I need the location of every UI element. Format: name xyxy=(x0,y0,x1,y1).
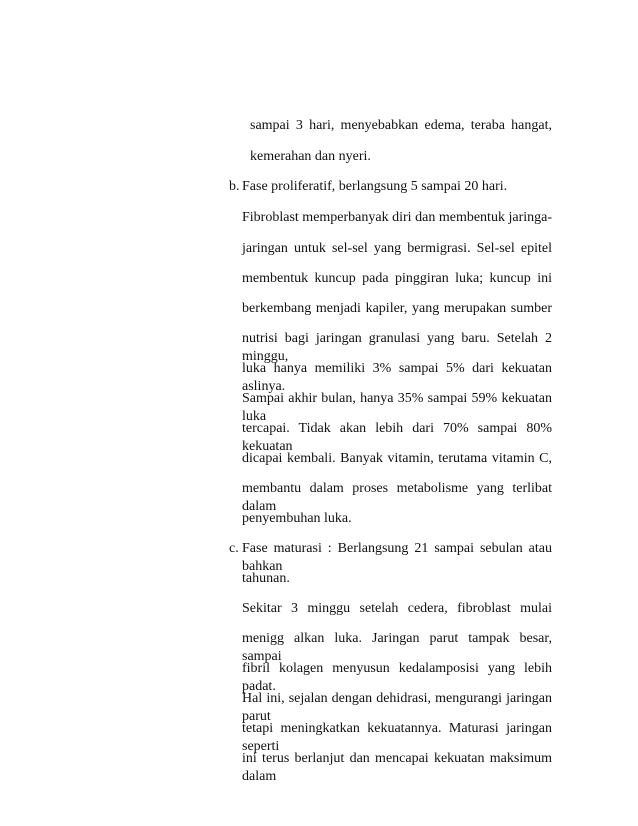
section-b-line-1: Fibroblast memperbanyak diri dan membentuk jaringa- xyxy=(242,210,552,225)
section-b-line-8: tercapai. Tidak akan lebih dari 70% sampai 80% kekuatan xyxy=(242,421,552,454)
continuation-line-1: sampai 3 hari, menyebabkan edema, teraba hangat, xyxy=(250,118,552,133)
continuation-line-2: kemerahan dan nyeri. xyxy=(250,149,371,164)
section-c-line-7: ini terus berlanjut dan mencapai kekuatan maksimum dalam xyxy=(242,751,552,784)
section-c-line-6: tetapi meningkatkan kekuatannya. Maturasi jaringan seperti xyxy=(242,721,552,754)
section-b-line-5: nutrisi bagi jaringan granulasi yang baru. Setelah 2 minggu, xyxy=(242,331,552,364)
section-c-line-3: menigg alkan luka. Jaringan parut tampak besar, sampai xyxy=(242,631,552,664)
section-b-line-7: Sampai akhir bulan, hanya 35% sampai 59% kekuatan luka xyxy=(242,391,552,424)
section-b-line-6: luka hanya memiliki 3% sampai 5% dari kekuatan aslinya. xyxy=(242,361,552,394)
section-b-line-3: membentuk kuncup pada pinggiran luka; kuncup ini xyxy=(242,271,552,286)
section-b-line-11: penyembuhan luka. xyxy=(242,511,352,526)
section-c-line-4: fibril kolagen menyusun kedalamposisi yang lebih padat. xyxy=(242,661,552,694)
section-b-heading: Fase proliferatif, berlangsung 5 sampai 20 hari. xyxy=(242,179,508,194)
section-c-heading: Fase maturasi : Berlangsung 21 sampai sebulan atau bahkan xyxy=(242,541,552,574)
list-marker-c: c. xyxy=(229,541,239,556)
section-b-line-10: membantu dalam proses metabolisme yang terlibat dalam xyxy=(242,481,552,514)
section-c-line-2: Sekitar 3 minggu setelah cedera, fibroblast mulai xyxy=(242,601,552,616)
section-b-line-2: jaringan untuk sel-sel yang bermigrasi. Sel-sel epitel xyxy=(242,241,552,256)
list-marker-b: b. xyxy=(229,179,240,194)
section-c-line-5: Hal ini, sejalan dengan dehidrasi, mengurangi jaringan parut xyxy=(242,691,552,724)
section-c-line-1: tahunan. xyxy=(242,571,290,586)
section-b-line-4: berkembang menjadi kapiler, yang merupakan sumber xyxy=(242,301,552,316)
section-b-line-9: dicapai kembali. Banyak vitamin, terutama vitamin C, xyxy=(242,451,552,466)
